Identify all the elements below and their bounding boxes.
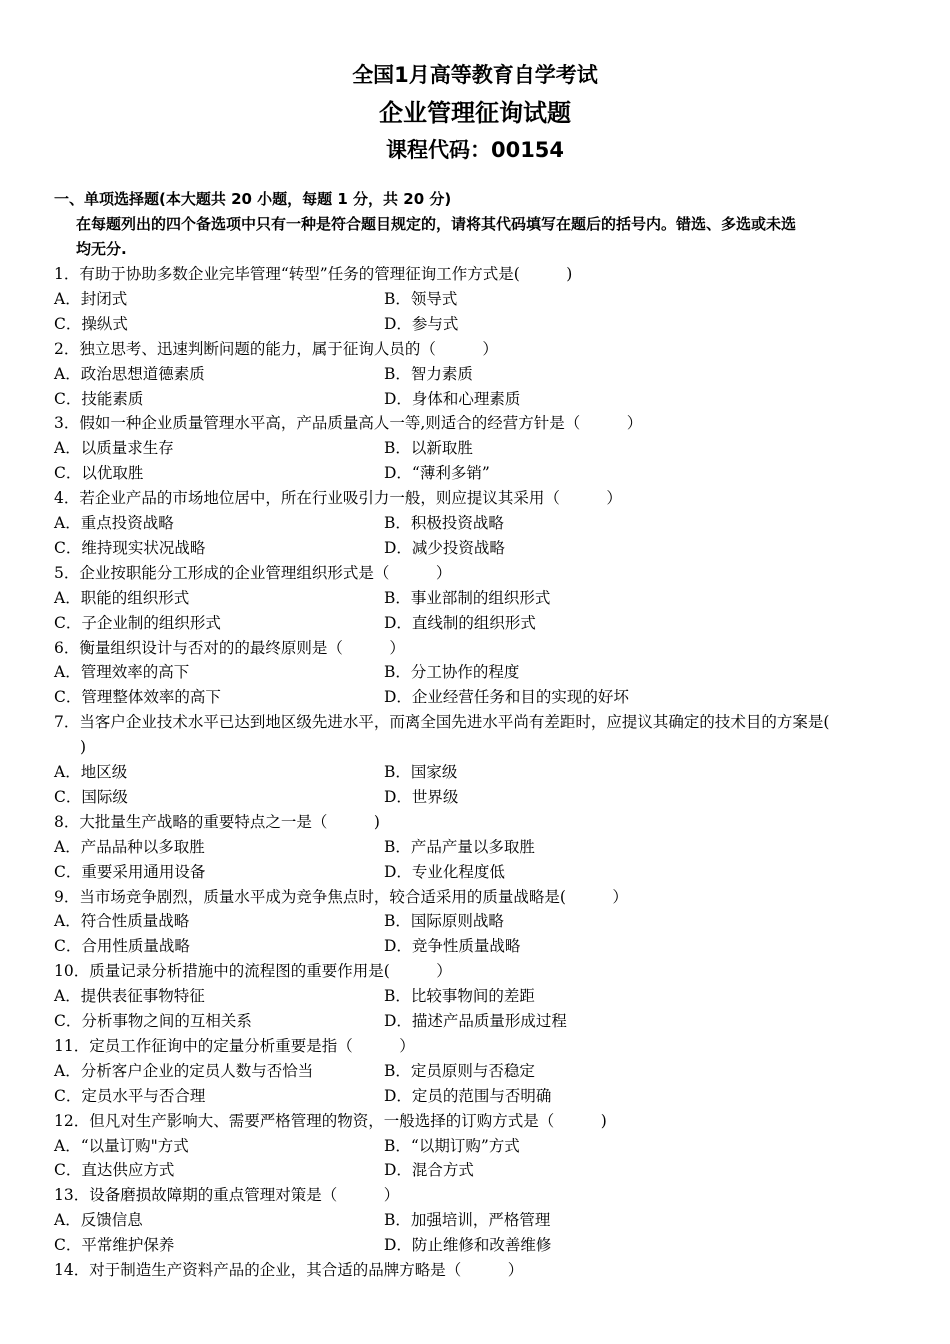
option: B．产品产量以多取胜 — [384, 837, 535, 856]
option: D．“薄利多销” — [384, 464, 490, 483]
option: D．专业化程度低 — [384, 862, 505, 881]
question-stem-cont: ) — [80, 738, 87, 757]
option: B．比较事物间的差距 — [384, 987, 535, 1006]
option: B．国际原则战略 — [384, 912, 504, 931]
option: C．技能素质 — [54, 389, 144, 408]
question-stem: 2．独立思考、迅速判断问题的能力，属于征询人员的（ ） — [54, 339, 498, 358]
question-stem: 13．设备磨损故障期的重点管理对策是（ ） — [54, 1186, 400, 1205]
option: A．产品品种以多取胜 — [54, 837, 205, 856]
question-stem: 5．企业按职能分工形成的企业管理组织形式是（ ） — [54, 563, 452, 582]
question-stem: 14．对于制造生产资料产品的企业，其合适的品牌方略是（ ） — [54, 1261, 524, 1279]
option: C．子企业制的组织形式 — [54, 613, 221, 632]
option: A．管理效率的高下 — [54, 663, 190, 682]
option: B．以新取胜 — [384, 439, 473, 458]
question-stem: 3．假如一种企业质量管理水平高，产品质量高人一等,则适合的经营方针是（ ） — [54, 414, 643, 433]
option: A．封闭式 — [54, 289, 128, 308]
option: A．提供表征事物特征 — [54, 987, 205, 1006]
question-stem: 6．衡量组织设计与否对的的最终原则是（ ） — [54, 638, 405, 657]
question-stem: 8．大批量生产战略的重要特点之一是（ ) — [54, 812, 380, 831]
option: A．符合性质量战略 — [54, 912, 190, 931]
option: C．分析事物之间的互相关系 — [54, 1012, 252, 1030]
question-stem: 7．当客户企业技术水平已达到地区级先进水平，而离全国先进水平尚有差距时，应提议其确定的技术目的方案是( — [54, 713, 830, 732]
option: C．平常维护保养 — [54, 1236, 175, 1255]
section-heading: 一、单项选择题(本大题共 20 小题，每题 1 分，共 20 分) — [54, 190, 452, 208]
option: A．地区级 — [54, 763, 128, 781]
option: C．管理整体效率的高下 — [54, 688, 221, 707]
option: B．智力素质 — [384, 364, 473, 383]
option: B．积极投资战略 — [384, 514, 504, 532]
option: D．描述产品质量形成过程 — [384, 1012, 567, 1030]
option: C．操纵式 — [54, 314, 128, 333]
option: D．防止维修和改善维修 — [384, 1236, 552, 1255]
option: B．事业部制的组织形式 — [384, 588, 551, 607]
option: C．合用性质量战略 — [54, 937, 190, 956]
option: C．以优取胜 — [54, 464, 144, 483]
option: B．国家级 — [384, 763, 458, 781]
option: A．反馈信息 — [54, 1211, 143, 1230]
option: B．加强培训，严格管理 — [384, 1211, 551, 1230]
option: A．“以量订购"方式 — [54, 1136, 189, 1155]
option: A．职能的组织形式 — [54, 588, 190, 607]
question-stem: 4．若企业产品的市场地位居中，所在行业吸引力一般，则应提议其采用（ ） — [54, 489, 622, 508]
question-stem: 12．但凡对生产影响大、需要严格管理的物资，一般选择的订购方式是（ ) — [54, 1111, 607, 1130]
option: C．国际级 — [54, 787, 128, 806]
option: A．重点投资战略 — [54, 514, 174, 532]
option: C．维持现实状况战略 — [54, 538, 206, 557]
option: B．分工协作的程度 — [384, 663, 520, 682]
option: B．领导式 — [384, 289, 458, 308]
option: D．世界级 — [384, 787, 459, 806]
option: B．定员原则与否稳定 — [384, 1061, 535, 1080]
option: D．身体和心理素质 — [384, 389, 521, 408]
course-code: 课程代码：00154 — [385, 138, 565, 162]
question-stem: 11．定员工作征询中的定量分析重要是指（ ） — [54, 1036, 415, 1055]
option: D．减少投资战略 — [384, 538, 505, 557]
question-stem: 1．有助于协助多数企业完毕管理“转型”任务的管理征询工作方式是( ) — [54, 265, 573, 283]
option: C．重要采用通用设备 — [54, 862, 206, 881]
option: B．“以期订购”方式 — [384, 1136, 520, 1155]
option: D．定员的范围与否明确 — [384, 1086, 552, 1105]
exam-title: 全国1月高等教育自学考试 — [352, 63, 598, 87]
option: D．参与式 — [384, 314, 459, 333]
section-instruction: 在每题列出的四个备选项中只有一种是符合题目规定的，请将其代码填写在题后的括号内。错选、多选或未选 — [76, 215, 797, 233]
option: A．政治思想道德素质 — [54, 364, 205, 383]
option: D．混合方式 — [384, 1161, 474, 1180]
option: D．企业经营任务和目的实现的好坏 — [384, 688, 629, 707]
option: A．以质量求生存 — [54, 439, 174, 458]
option: D．竞争性质量战略 — [384, 937, 521, 956]
section-instruction-cont: 均无分. — [76, 240, 127, 258]
question-stem: 10．质量记录分析措施中的流程图的重要作用是( ） — [54, 962, 452, 981]
option: D．直线制的组织形式 — [384, 613, 536, 632]
option: C．定员水平与否合理 — [54, 1086, 206, 1105]
subject-title: 企业管理征询试题 — [379, 99, 571, 127]
option: A．分析客户企业的定员人数与否恰当 — [54, 1061, 314, 1080]
option: C．直达供应方式 — [54, 1161, 175, 1180]
question-stem: 9．当市场竞争剧烈，质量水平成为竞争焦点时，较合适采用的质量战略是( ） — [54, 887, 628, 906]
